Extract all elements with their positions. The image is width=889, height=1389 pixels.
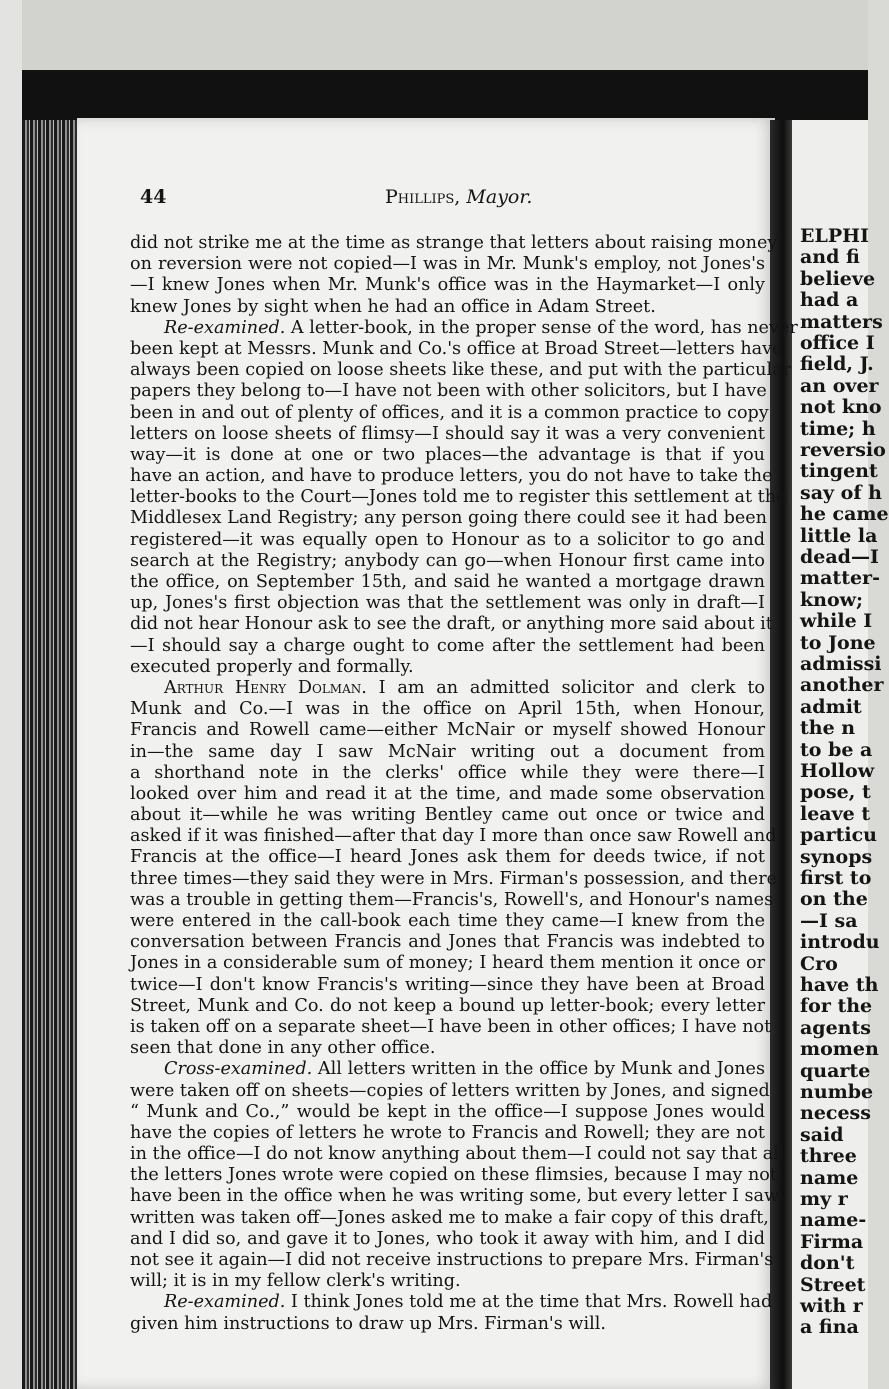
facing-page-fragment: don't (800, 1252, 855, 1275)
facing-page-fragment: introdu (800, 931, 880, 954)
line-text: letters on loose sheets of flimsy—I should say it was a very convenient (130, 423, 765, 444)
line-text: were entered in the call-book each time they came—I knew from the (130, 911, 765, 931)
line-text: on reversion were not copied—I was in Mr. Munk's employ, not Jones's (130, 254, 765, 275)
text-line (130, 657, 765, 678)
line-text: three times—they said they were in Mrs. Firman's possession, and there (130, 868, 778, 889)
line-text: given him instructions to draw up Mrs. Firman's will. (130, 1313, 606, 1334)
text-line (130, 297, 765, 318)
line-text: Francis at the office—I heard Jones ask them for deeds twice, if not (130, 847, 765, 868)
facing-page-fragment: dead—I (800, 546, 879, 568)
facing-page (792, 120, 889, 1389)
text-line (130, 678, 765, 699)
text-line (130, 1186, 780, 1207)
line-text: executed properly and formally. (130, 656, 414, 677)
line-text: did not strike me at the time as strange that letters about raising money (130, 233, 778, 253)
facing-page-fragment: numbe (800, 1081, 874, 1103)
text-line (130, 975, 765, 996)
text-line (130, 275, 765, 296)
facing-page-fragment: an over (800, 374, 879, 397)
facing-page-fragment: Hollow (800, 760, 875, 782)
line-text: in—the same day I saw McNair writing out a document from (130, 741, 765, 762)
facing-page-fragment: said (800, 1123, 844, 1146)
text-line (130, 805, 765, 826)
text-line (130, 1080, 770, 1102)
line-text: did not hear Honour ask to see the draft, or anything more said about it (130, 614, 773, 635)
text-line (130, 254, 765, 275)
facing-page-fragment: the n (800, 717, 856, 740)
text-line (130, 360, 792, 381)
line-text: Jones in a considerable sum of money; I heard them mention it once or (130, 953, 765, 974)
facing-page-fragment: with r (800, 1295, 863, 1317)
text-line (130, 911, 765, 932)
line-text: and I did so, and gave it to Jones, who took it away with him, and I did (130, 1228, 765, 1249)
facing-page-fragment: three (800, 1145, 857, 1168)
text-line (130, 1123, 765, 1144)
line-text: in the office—I do not know anything about them—I could not say that all (130, 1144, 785, 1165)
text-line (130, 551, 765, 572)
facing-page-fragment: pose, t (800, 781, 871, 804)
facing-page-fragment: and fi (800, 246, 860, 269)
facing-page-fragment: have th (800, 974, 879, 996)
paragraph (130, 233, 778, 318)
page-body (130, 233, 798, 1335)
facing-page-fragment: —I sa (800, 909, 858, 932)
section-label: Cross-examined. (164, 1059, 313, 1080)
facing-page-fragment: momen (800, 1038, 879, 1061)
line-text: will; it is in my fellow clerk's writing. (130, 1271, 461, 1292)
facing-page-fragment: another (800, 674, 884, 697)
facing-page-fragment: Cro (800, 952, 838, 975)
line-text: have been in the office when he was writing some, but every letter I saw (130, 1186, 780, 1207)
text-line (130, 636, 765, 657)
paragraph (130, 317, 798, 678)
facing-page-fragment: necess (800, 1102, 871, 1125)
facing-page-fragment: on the (800, 888, 868, 911)
text-line (130, 317, 798, 339)
text-line (130, 1271, 765, 1292)
line-text: up, Jones's first objection was that the settlement was only in draft—I (130, 593, 765, 614)
page-header (140, 186, 760, 212)
facing-page-fragment: to be a (800, 738, 873, 761)
text-line (130, 1016, 772, 1038)
text-line (130, 572, 765, 593)
text-line (130, 1038, 765, 1059)
facing-page-fragment: know; (800, 588, 864, 611)
text-line (130, 826, 777, 847)
line-text: the office, on September 15th, and said he wanted a mortgage drawn (130, 572, 765, 592)
running-head (385, 186, 532, 208)
facing-page-fragment: tingent (800, 460, 878, 483)
facing-page-fragment: name- (800, 1209, 867, 1232)
text-line (130, 530, 765, 551)
line-text: knew Jones by sight when he had an office in Adam Street. (130, 296, 656, 317)
text-line (130, 784, 765, 805)
facing-page-fragment: little la (800, 524, 878, 547)
line-text: I am an admitted solicitor and clerk to (366, 677, 765, 698)
line-text: looked over him and read it at the time, and made some observation (130, 783, 765, 804)
text-line (130, 763, 765, 784)
text-line (130, 1292, 773, 1313)
text-line (130, 889, 774, 911)
facing-page-fragment: to Jone (800, 631, 876, 654)
line-text: twice—I don't know Francis's writing—since they have been at Broad (130, 974, 765, 995)
facing-page-fragment: believe (800, 267, 876, 290)
running-head-name: Phillips, (385, 186, 461, 208)
line-text: Munk and Co.—I was in the office on April 15th, when Honour, (130, 699, 765, 720)
facing-page-fragment: office I (800, 332, 875, 354)
book-top-edge (0, 70, 868, 120)
line-text: conversation between Francis and Jones that Francis was indebted to (130, 932, 765, 953)
text-line (130, 466, 773, 487)
text-line (130, 424, 765, 445)
facing-page-fragment: matter- (800, 567, 880, 590)
section-label: Re-examined. (164, 1292, 286, 1313)
line-text: Middlesex Land Registry; any person going there could see it had been (130, 508, 768, 529)
line-text: have an action, and have to produce letters, you do not have to take the (130, 466, 773, 487)
line-text: way—it is done at one or two places—the advantage is that if you (130, 444, 765, 465)
text-line (130, 233, 778, 254)
line-text: always been copied on loose sheets like these, and put with the particular (130, 360, 792, 381)
facing-page-fragment: admit (800, 695, 862, 718)
line-text: All letters written in the office by Munk and Jones (312, 1059, 765, 1080)
text-line (130, 1144, 785, 1165)
line-text: letter-books to the Court—Jones told me to register this settlement at the (130, 487, 787, 508)
text-line (130, 1314, 765, 1335)
facing-page-fragment: had a (800, 289, 859, 312)
line-text: about it—while he was writing Bentley came out once or twice and (130, 805, 765, 826)
page-edges (22, 120, 77, 1389)
paragraph (130, 1292, 773, 1334)
line-text: were taken off on sheets—copies of letters written by Jones, and signed (130, 1080, 770, 1101)
text-line (130, 868, 778, 890)
witness-name: Arthur Henry Dolman. (164, 677, 367, 698)
line-text: papers they belong to—I have not been with other solicitors, but I have (130, 381, 767, 402)
line-text: is taken off on a separate sheet—I have been in other offices; I have not (130, 1016, 772, 1037)
line-text: I think Jones told me at the time that Mrs. Rowell had (285, 1292, 773, 1313)
facing-page-fragment: first to (800, 867, 872, 889)
running-head-title: Mayor. (466, 186, 533, 208)
line-text: the letters Jones wrote were copied on these flimsies, because I may not (130, 1165, 777, 1186)
line-text: seen that done in any other office. (130, 1038, 436, 1059)
line-text: was a trouble in getting them—Francis's, Rowell's, and Honour's names (130, 889, 774, 910)
text-line (130, 1207, 769, 1229)
section-label: Re-examined. (164, 317, 286, 338)
text-line (130, 614, 773, 635)
line-text: not see it again—I did not receive instructions to prepare Mrs. Firman's (130, 1250, 774, 1270)
text-line (130, 402, 769, 424)
facing-page-fragment: ELPHI (800, 225, 869, 247)
text-line (130, 593, 765, 614)
line-text: Francis and Rowell came—either McNair or myself showed Honour (130, 720, 765, 741)
facing-page-fragment: field, J. (800, 353, 874, 376)
line-text: search at the Registry; anybody can go—when Honour first came into (130, 550, 765, 571)
facing-page-fragment: quarte (800, 1059, 871, 1082)
facing-page-fragment: he came (800, 503, 889, 526)
text-line (130, 381, 765, 402)
facing-page-fragment: not kno (800, 396, 882, 419)
text-line (130, 1102, 765, 1123)
facing-page-fragment: matters (800, 310, 883, 333)
text-line (130, 1250, 774, 1271)
text-line (130, 953, 765, 974)
text-line (130, 742, 765, 763)
facing-page-fragment: time; h (800, 417, 876, 440)
facing-page-fragment: my r (800, 1188, 848, 1210)
paragraph (130, 677, 778, 1059)
line-text: Street, Munk and Co. do not keep a bound up letter-book; every letter (130, 995, 765, 1016)
facing-page-fragment: reversio (800, 439, 886, 461)
line-text: been in and out of plenty of offices, and it is a common practice to copy (130, 402, 769, 423)
text-line (130, 487, 787, 508)
line-text: a shorthand note in the clerks' office while they were there—I (130, 762, 765, 783)
text-line (130, 1059, 765, 1080)
text-line (130, 996, 765, 1017)
facing-page-fragment: leave t (800, 802, 871, 825)
facing-page-fragment: Firma (800, 1230, 864, 1253)
facing-page-fragment: agents (800, 1016, 871, 1039)
facing-page-fragment: particu (800, 824, 877, 847)
facing-page-fragment: admissi (800, 653, 882, 675)
page-number: 44 (140, 186, 167, 208)
text-line (130, 445, 765, 466)
text-line (130, 720, 765, 741)
facing-page-fragment: while I (800, 610, 873, 633)
line-text: been kept at Messrs. Munk and Co.'s office at Broad Street—letters have (130, 338, 783, 359)
text-line (130, 338, 783, 360)
text-line (130, 1229, 765, 1250)
line-text: asked if it was finished—after that day I more than once saw Rowell and (130, 826, 777, 847)
line-text: —I should say a charge ought to come after the settlement had been (130, 635, 765, 656)
line-text: A letter-book, in the proper sense of the word, has never (285, 317, 798, 338)
scan-margin (0, 0, 22, 1389)
facing-page-fragment: for the (800, 995, 873, 1018)
line-text: “ Munk and Co.,” would be kept in the office—I suppose Jones would (130, 1101, 765, 1122)
text-line (130, 847, 765, 868)
text-line (130, 699, 765, 720)
line-text: registered—it was equally open to Honour as to a solicitor to go and (130, 529, 765, 550)
text-line (130, 932, 765, 953)
facing-page-fragment: synops (800, 845, 873, 868)
text-line (130, 508, 768, 529)
facing-page-fragment: say of h (800, 481, 882, 504)
line-text: written was taken off—Jones asked me to make a fair copy of this draft, (130, 1207, 769, 1228)
facing-page-fragment: name (800, 1166, 859, 1189)
facing-page-fragment: a fina (800, 1316, 859, 1339)
line-text: have the copies of letters he wrote to Francis and Rowell; they are not (130, 1122, 765, 1143)
facing-page-fragment: Street (800, 1273, 866, 1296)
paragraph (130, 1059, 785, 1292)
line-text: —I knew Jones when Mr. Munk's office was in the Haymarket—I only (130, 275, 765, 296)
text-line (130, 1165, 777, 1186)
